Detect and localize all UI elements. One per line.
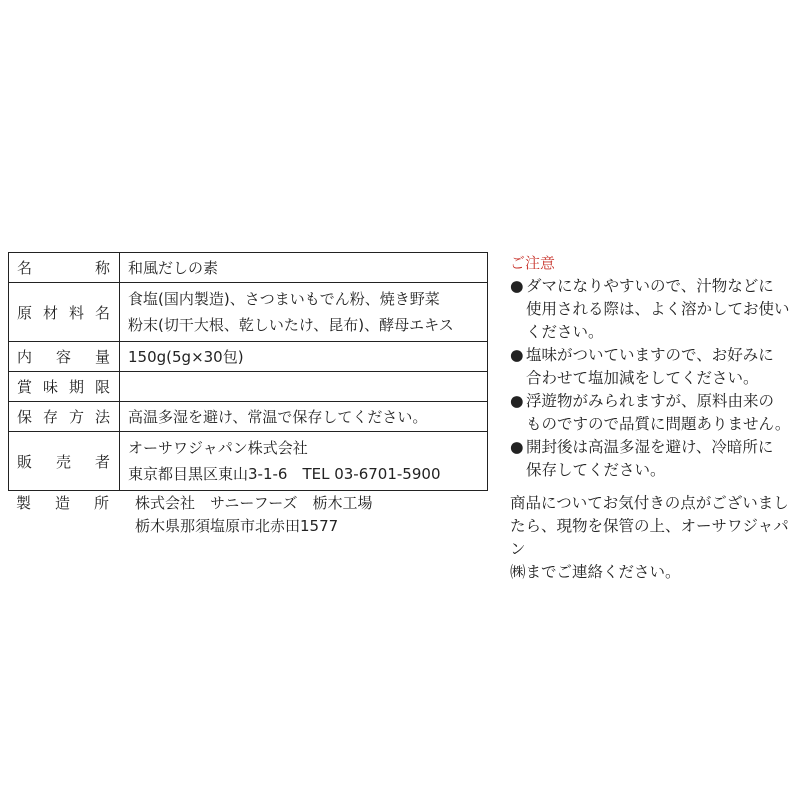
label-key-content: 内容量 [9, 342, 120, 372]
label-row-storage [9, 402, 488, 432]
label-row-seller [9, 432, 488, 491]
value-line: 食塩(国内製造)、さつまいもでん粉、焼き野菜 [128, 290, 440, 308]
label-row-content [9, 342, 488, 372]
value-line: 和風だしの素 [128, 258, 219, 277]
caution-item [510, 436, 795, 482]
manufacturer-key: 製造所 [16, 494, 110, 512]
label-row-ingredients [9, 283, 488, 342]
label-value-seller [120, 432, 488, 491]
label-key-name: 名 称 [9, 253, 120, 283]
caution-line: ダマになりやすいので、汁物などに [526, 277, 774, 295]
caution-line: 塩味がついていますので、お好みに [526, 346, 774, 364]
value-line: 150g(5g×30包) [128, 347, 244, 366]
caution-item [510, 275, 795, 344]
label-key-storage: 保存方法 [9, 402, 120, 432]
label-key-best-before: 賞味期限 [9, 372, 120, 402]
value-line: 東京都目黒区東山3-1-6 TEL 03-6701-5900 [128, 465, 441, 483]
bullet-icon: ● [510, 438, 524, 456]
caution-line: 保存してください。 [526, 461, 666, 479]
label-value-ingredients [120, 283, 488, 342]
label-value-content [120, 342, 488, 372]
bullet-icon: ● [510, 392, 524, 410]
label-value-best-before [120, 372, 488, 402]
value-line: オーサワジャパン株式会社 [128, 439, 308, 457]
caution-line: ものですので品質に問題ありません。 [526, 415, 791, 433]
manufacturer-value [135, 492, 372, 538]
contact-line: ㈱までご連絡ください。 [510, 563, 681, 581]
caution-item [510, 344, 795, 390]
contact-line: たら、現物を保管の上、オーサワジャパン [510, 517, 789, 558]
value-line: 粉末(切干大根、乾しいたけ、昆布)、酵母エキス [128, 316, 454, 334]
caution-title: ご注意 [510, 254, 556, 272]
product-label-table [8, 252, 488, 491]
label-value-storage [120, 402, 488, 432]
caution-line: 浮遊物がみられますが、原料由来の [526, 392, 775, 410]
bullet-icon: ● [510, 346, 524, 364]
caution-line: 合わせて塩加減をしてください。 [526, 369, 759, 387]
label-key-ingredients: 原材料名 [9, 283, 120, 342]
caution-item [510, 390, 795, 436]
label-row-best-before [9, 372, 488, 402]
value-line: 栃木県那須塩原市北赤田1577 [135, 517, 339, 535]
value-line: 高温多湿を避け、常温で保存してください。 [128, 407, 428, 426]
caution-section [510, 252, 795, 584]
contact-note [510, 492, 795, 584]
bullet-icon: ● [510, 277, 524, 295]
caution-line: 開封後は高温多湿を避け、冷暗所に [526, 438, 774, 456]
contact-line: 商品についてお気付きの点がございまし [510, 494, 789, 512]
caution-line: 使用される際は、よく溶かしてお使い [526, 300, 790, 318]
value-line: 株式会社 サニーフーズ 栃木工場 [135, 494, 373, 512]
caution-line: ください。 [526, 323, 604, 341]
label-key-seller: 販売者 [9, 432, 120, 491]
label-row-name [9, 253, 488, 283]
label-value-name [120, 253, 488, 283]
